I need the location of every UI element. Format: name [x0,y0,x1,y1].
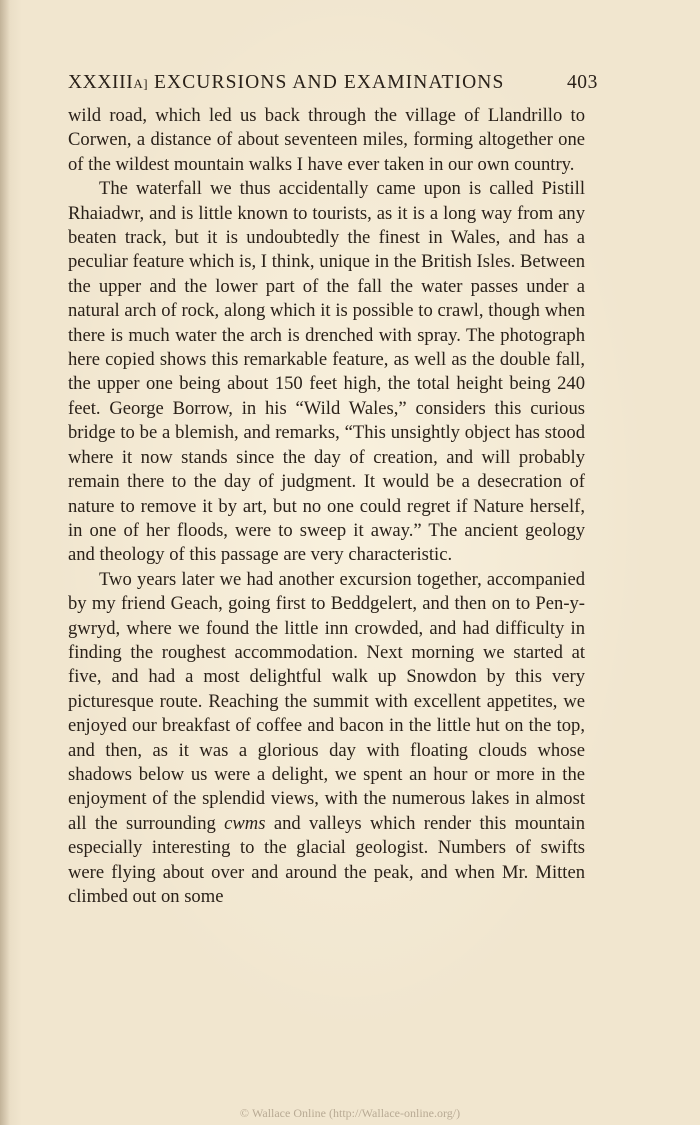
chapter-number [68,72,148,94]
italic-term: cwms [224,812,266,834]
paragraph-2: The waterfall we thus accidentally came upon is called Pistill Rhaiadwr, and is little known to tourists, as it is a long way from any beaten track, but it is undoubtedly the finest in Wales, and has a peculiar feature which is, I think, unique in the British Isles. Between the upper and the lower part of the fall the water passes under a natural arch of rock, along which it is possible to crawl, though when there is much water the arch is drenched with spray. The photograph here copied shows this remarkable feature, as well as the double fall, the upper one being about 150 feet high, the total height being 240 feet. George Borrow, in his “Wild Wales,” considers this curious bridge to be a blemish, and remarks, “This unsightly object has stood where it now stands since the day of creation, and will probably remain there to the day of judgment. It would be a desecration of nature to remove it by art, but no one could regret if Nature herself, in one of her floods, were to sweep it away.” The ancient geology and theology of this passage are very characteristic. [68,178,585,566]
page-spine-shadow [0,0,10,1125]
chapter-suffix: A] [133,76,149,91]
paragraph-1: wild road, which led us back through the village of Llandrillo to Corwen, a distance of about seventeen miles, forming altogether one of the wildest mountain walks I have ever taken in our own country. [68,105,585,175]
paragraph-3-text-a: Two years later we had another excursion together, accompanied by my friend Geach, going first to Beddgelert, and then on to Pen-y-gwryd, where we found the little inn crowded, and had difficulty in finding the roughest accommodation. Next morning we started at five, and had a most delightful walk up Snowdon by this very picturesque route. Reaching the summit with excellent appetites, we enjoyed our breakfast of coffee and bacon in the little hut on the top, and then, as it was a glorious day with floating clouds whose shadows below us were a delight, we spent an hour or more in the enjoyment of the splendid views, with the numerous lakes in almost all the surrounding [68,568,585,834]
page-number: 403 [566,72,598,93]
paragraph-3 [68,568,585,910]
page-footer [0,1106,700,1121]
copyright-symbol: © [239,1106,249,1120]
running-header [68,72,598,100]
chapter-roman: XXXIII [68,72,134,93]
footer-credit: Wallace Online (http://Wallace-online.org/) [252,1106,461,1120]
paragraph-3-text-b: and valleys which render this mountain especially interesting to the glacial geologist. Numbers of swifts were flying about over and around the peak, and when Mr. Mitten climbed out on some [68,812,585,907]
page-body [68,104,585,909]
running-title: EXCURSIONS AND EXAMINATIONS [154,72,505,93]
